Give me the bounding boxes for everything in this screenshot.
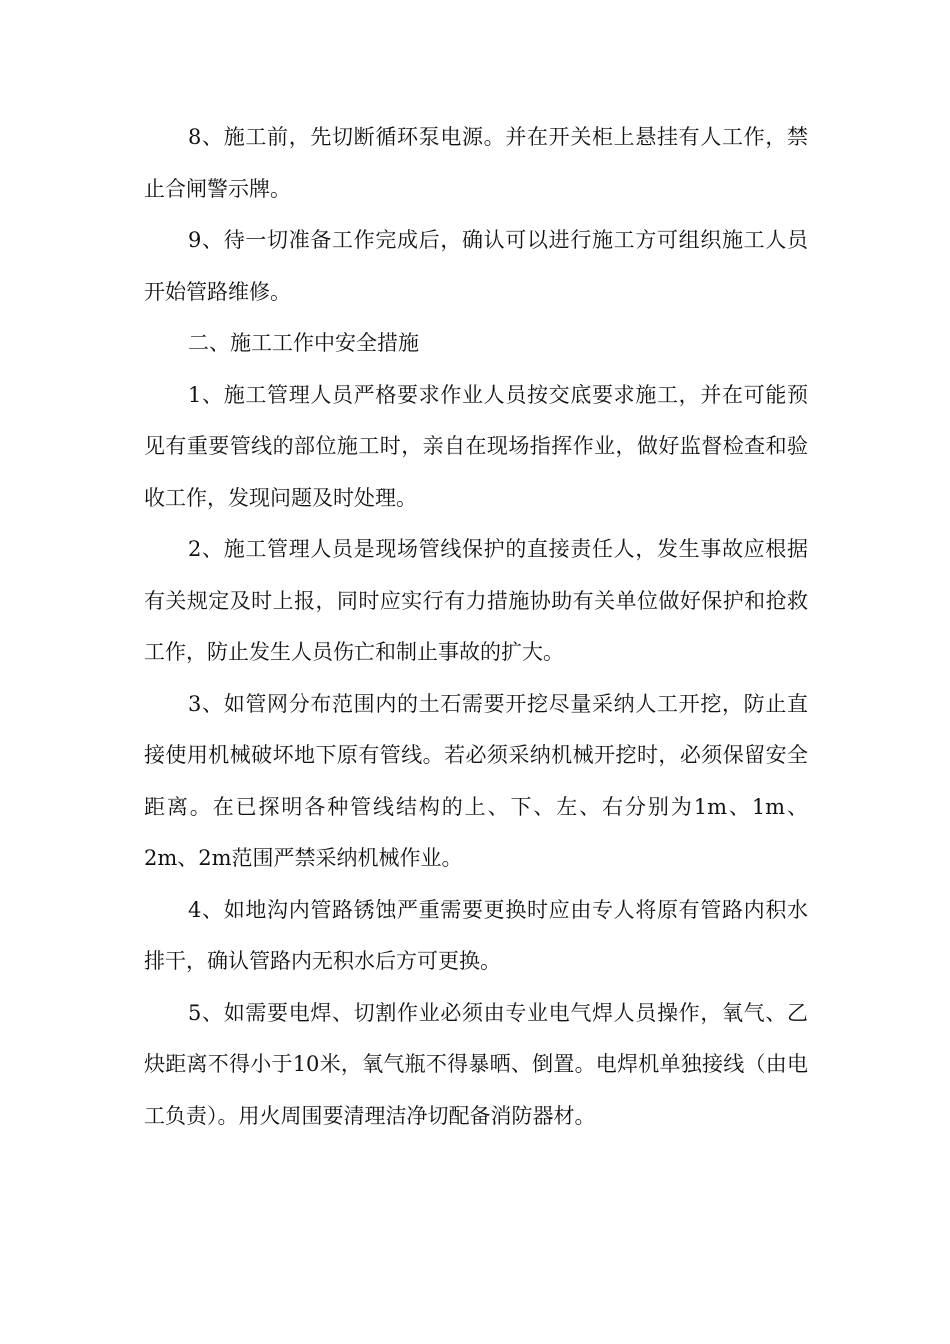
document-body bbox=[144, 112, 808, 1142]
paragraph-step-9: 9、待一切准备工作完成后，确认可以进行施工方可组织施工人员开始管路维修。 bbox=[144, 228, 808, 304]
paragraph-measure-3: 3、如管网分布范围内的土石需要开挖尽量采纳人工开挖，防止直接使用机械破坏地下原有管线。若必须采纳机械开挖时，必须保留安全距离。在已探明各种管线结构的上、下、左、右分别为1m、1m、2m、2m范围严禁采纳机械作业。 bbox=[144, 691, 808, 870]
section-heading-safety-measures: 二、施工工作中安全措施 bbox=[188, 331, 419, 355]
paragraph-step-8: 8、施工前，先切断循环泵电源。并在开关柜上悬挂有人工作，禁止合闸警示牌。 bbox=[144, 125, 808, 201]
paragraph-measure-5: 5、如需要电焊、切割作业必须由专业电气焊人员操作，氧气、乙炔距离不得小于10米，氧气瓶不得暴晒、倒置。电焊机单独接线（由电工负责）。用火周围要清理洁净切配备消防器材。 bbox=[144, 1000, 808, 1128]
paragraph-measure-4: 4、如地沟内管路锈蚀严重需要更换时应由专人将原有管路内积水排干，确认管路内无积水后方可更换。 bbox=[144, 897, 808, 973]
paragraph-measure-1: 1、施工管理人员严格要求作业人员按交底要求施工，并在可能预见有重要管线的部位施工时，亲自在现场指挥作业，做好监督检查和验收工作，发现问题及时处理。 bbox=[144, 382, 808, 510]
paragraph-measure-2: 2、施工管理人员是现场管线保护的直接责任人，发生事故应根据有关规定及时上报，同时应实行有力措施协助有关单位做好保护和抢救工作，防止发生人员伤亡和制止事故的扩大。 bbox=[144, 537, 808, 664]
